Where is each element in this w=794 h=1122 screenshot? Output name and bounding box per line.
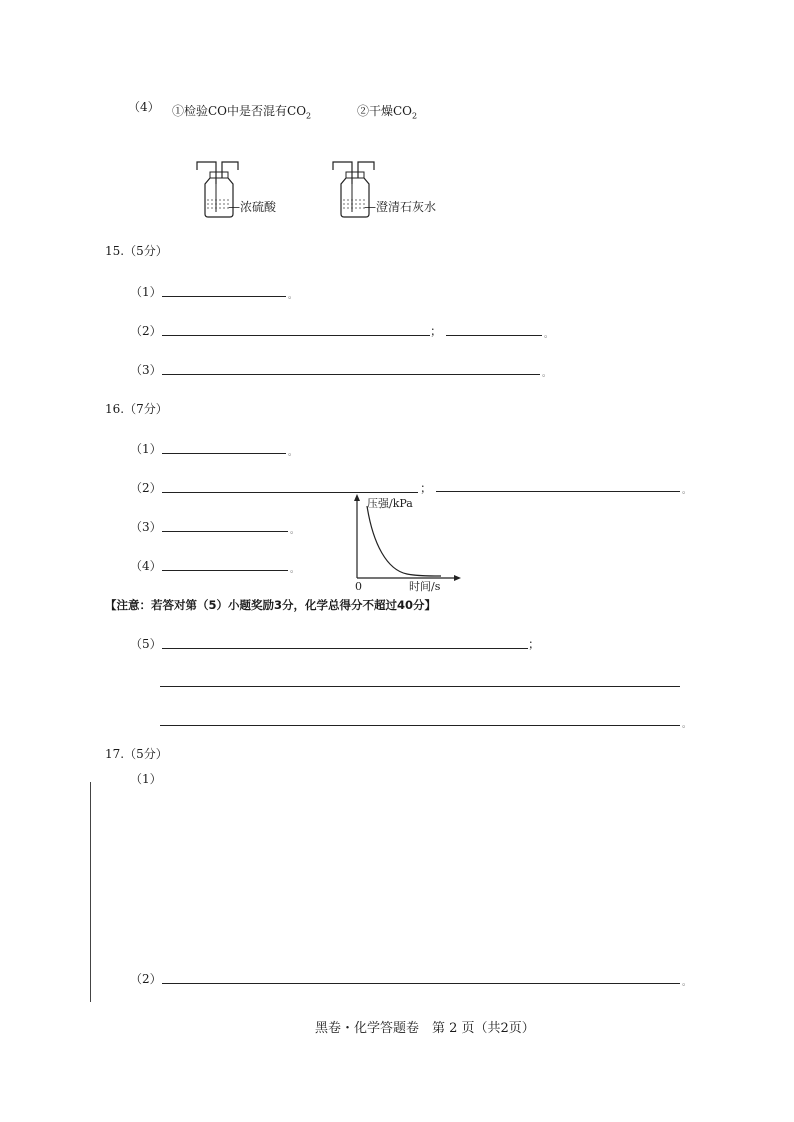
q16-p5-end: 。 bbox=[682, 720, 692, 730]
q16-title: 16.（7分） bbox=[105, 402, 168, 416]
q17-title: 17.（5分） bbox=[105, 747, 168, 761]
bonus-notice: 【注意：若答对第（5）小题奖励3分，化学总得分不超过40分】 bbox=[105, 598, 437, 612]
answer-area-margin-line bbox=[90, 782, 91, 1002]
q16-p3-end: 。 bbox=[290, 526, 300, 536]
q17-p2-answer-line[interactable] bbox=[162, 983, 680, 984]
graph-origin-label: 0 bbox=[355, 580, 362, 593]
q16-p2-label: （2） bbox=[130, 481, 162, 495]
q17-p2-end: 。 bbox=[682, 978, 692, 988]
graph-y-label: 压强/kPa bbox=[367, 497, 413, 510]
q14-item1-sub: 2 bbox=[306, 111, 312, 121]
bottle1-label: —浓硫酸 bbox=[228, 200, 277, 214]
graph-curve bbox=[367, 506, 441, 576]
q14-item2-sub: 2 bbox=[412, 111, 418, 121]
q15-p3-end: 。 bbox=[542, 369, 552, 379]
q15-p2-end: 。 bbox=[544, 330, 554, 340]
graph-x-arrow bbox=[454, 575, 461, 581]
graph-y-arrow bbox=[354, 494, 360, 501]
q17-p1-label: （1） bbox=[130, 772, 162, 786]
q16-p4-label: （4） bbox=[130, 559, 162, 573]
q16-p4-end: 。 bbox=[290, 565, 300, 575]
q16-p5-label: （5） bbox=[130, 637, 162, 651]
q15-p2-sep: ； bbox=[430, 324, 443, 338]
q15-p1-end: 。 bbox=[288, 291, 298, 301]
bottle1-label-text: 浓硫酸 bbox=[240, 200, 277, 214]
q16-p5-answer-line-c[interactable] bbox=[160, 725, 680, 726]
q14-part4-label: （4） bbox=[128, 100, 160, 114]
q16-p5-answer-line-b[interactable] bbox=[160, 686, 680, 687]
q17-p2-label: （2） bbox=[130, 972, 162, 986]
q16-p4-answer-line[interactable] bbox=[162, 570, 288, 571]
q14-item2-text: ②干燥CO bbox=[357, 104, 413, 118]
q15-p1-answer-line[interactable] bbox=[162, 296, 286, 297]
q14-item1 bbox=[172, 102, 311, 120]
q16-p3-answer-line[interactable] bbox=[162, 531, 288, 532]
q15-p2-label: （2） bbox=[130, 324, 162, 338]
q16-p2-sep: ； bbox=[420, 481, 433, 495]
q14-item2 bbox=[357, 102, 417, 120]
q15-p3-answer-line[interactable] bbox=[162, 374, 540, 375]
q16-p1-label: （1） bbox=[130, 442, 162, 456]
q16-p1-answer-line[interactable] bbox=[162, 453, 286, 454]
q16-p5-answer-line-a[interactable] bbox=[162, 648, 528, 649]
graph-x-label: 时间/s bbox=[409, 580, 441, 593]
q16-p2-end: 。 bbox=[682, 486, 692, 496]
q15-p2-answer-line-b[interactable] bbox=[446, 335, 542, 336]
bottle2-label: —澄清石灰水 bbox=[364, 200, 437, 214]
q16-p5-sep: ； bbox=[528, 637, 541, 651]
q16-p3-label: （3） bbox=[130, 520, 162, 534]
bottle2-label-text: 澄清石灰水 bbox=[376, 200, 437, 214]
q15-p2-answer-line-a[interactable] bbox=[162, 335, 430, 336]
q15-p1-label: （1） bbox=[130, 285, 162, 299]
q14-item1-text: ①检验CO中是否混有CO bbox=[172, 104, 307, 118]
q15-p3-label: （3） bbox=[130, 363, 162, 377]
q16-p1-end: 。 bbox=[288, 448, 298, 458]
page-footer: 黑卷・化学答题卷 第 2 页（共2页） bbox=[315, 1021, 535, 1036]
pressure-time-graph bbox=[345, 492, 480, 594]
q15-title: 15.（5分） bbox=[105, 244, 168, 258]
